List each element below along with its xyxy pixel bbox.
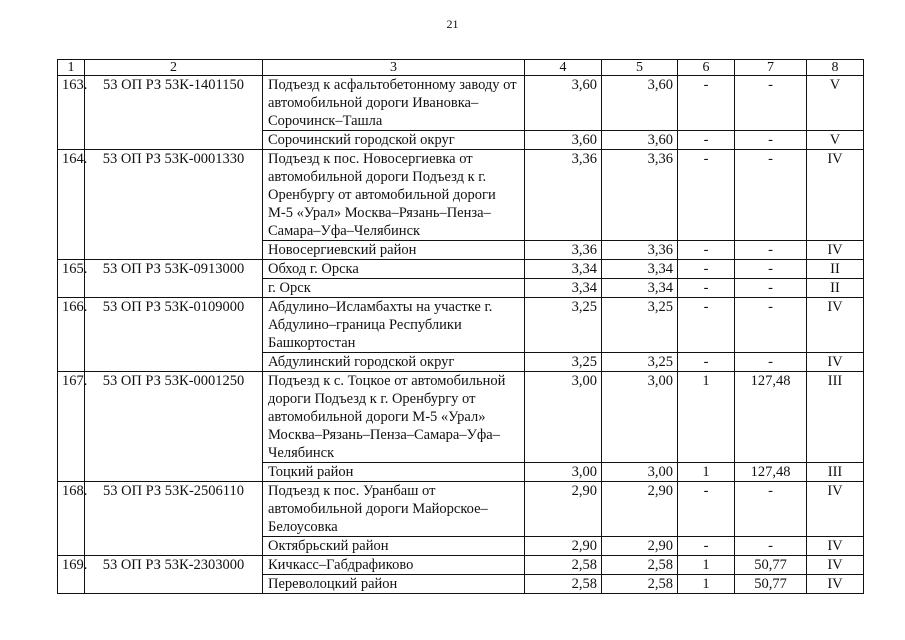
length-cell: 2,90 [525,482,602,537]
row-number-cell: 166. [58,298,85,372]
road-name-cell: Обход г. Орска [263,260,525,279]
table-row [58,260,864,279]
row-number-cell: 167. [58,372,85,482]
page-number: 21 [446,17,459,31]
road-group [58,372,864,482]
length-cell: 3,36 [525,150,602,241]
length-cell: 2,90 [525,537,602,556]
length-cell: 3,25 [525,298,602,353]
header-cell-5: 5 [602,60,678,76]
category-cell: III [807,372,864,463]
length-cell: 3,36 [525,241,602,260]
bridges-length-cell: - [735,279,807,298]
bridges-count-cell: 1 [678,463,735,482]
road-name-cell: Октябрьский район [263,537,525,556]
table-row [58,76,864,131]
road-code-cell: 53 ОП РЗ 53К-1401150 [85,76,263,150]
category-cell: IV [807,575,864,594]
bridges-length-cell: - [735,241,807,260]
category-cell: V [807,131,864,150]
header-cell-7: 7 [735,60,807,76]
length-cell: 3,00 [525,372,602,463]
road-name-cell: Новосергиевский район [263,241,525,260]
row-number-cell: 168. [58,482,85,556]
header-cell-3: 3 [263,60,525,76]
length-total-cell: 2,90 [602,537,678,556]
table-header [58,60,864,76]
category-cell: IV [807,482,864,537]
length-total-cell: 2,58 [602,575,678,594]
bridges-length-cell: - [735,260,807,279]
length-total-cell: 3,00 [602,372,678,463]
length-total-cell: 2,90 [602,482,678,537]
length-cell: 3,60 [525,76,602,131]
category-cell: IV [807,556,864,575]
road-name-cell: г. Орск [263,279,525,298]
length-total-cell: 3,60 [602,131,678,150]
category-cell: IV [807,537,864,556]
road-name-cell: Подъезд к пос. Уранбаш от автомобильной дороги Майорское–Белоусовка [263,482,525,537]
row-number-cell: 165. [58,260,85,298]
length-total-cell: 3,00 [602,463,678,482]
bridges-length-cell: 127,48 [735,372,807,463]
table-row [58,556,864,575]
bridges-count-cell: - [678,279,735,298]
category-cell: V [807,76,864,131]
bridges-length-cell: 127,48 [735,463,807,482]
length-total-cell: 3,36 [602,150,678,241]
length-cell: 3,34 [525,279,602,298]
bridges-length-cell: - [735,76,807,131]
road-group [58,556,864,594]
bridges-count-cell: - [678,353,735,372]
road-code-cell: 53 ОП РЗ 53К-0001330 [85,150,263,260]
road-name-cell: Подъезд к пос. Новосергиевка от автомобильной дороги Подъезд к г. Оренбургу от автомобильной дороги М-5 «Урал» Москва–Рязань–Пенза–Самара–Уфа–Челябинск [263,150,525,241]
header-row [58,60,864,76]
road-code-cell: 53 ОП РЗ 53К-2506110 [85,482,263,556]
bridges-length-cell: - [735,537,807,556]
length-cell: 2,58 [525,556,602,575]
length-total-cell: 3,60 [602,76,678,131]
category-cell: IV [807,353,864,372]
category-cell: IV [807,150,864,241]
bridges-length-cell: - [735,298,807,353]
length-total-cell: 3,34 [602,260,678,279]
bridges-count-cell: - [678,150,735,241]
road-group [58,76,864,150]
header-cell-4: 4 [525,60,602,76]
bridges-count-cell: - [678,241,735,260]
road-group [58,482,864,556]
length-cell: 3,00 [525,463,602,482]
header-cell-6: 6 [678,60,735,76]
road-name-cell: Переволоцкий район [263,575,525,594]
bridges-count-cell: - [678,298,735,353]
length-cell: 3,60 [525,131,602,150]
bridges-count-cell: 1 [678,575,735,594]
header-cell-2: 2 [85,60,263,76]
bridges-count-cell: 1 [678,556,735,575]
road-group [58,260,864,298]
row-number-cell: 163. [58,76,85,150]
table-row [58,372,864,463]
table-row [58,150,864,241]
road-code-cell: 53 ОП РЗ 53К-0109000 [85,298,263,372]
bridges-length-cell: 50,77 [735,575,807,594]
road-name-cell: Абдулинский городской округ [263,353,525,372]
table-row [58,298,864,353]
length-total-cell: 3,36 [602,241,678,260]
length-cell: 3,25 [525,353,602,372]
category-cell: II [807,279,864,298]
bridges-count-cell: - [678,76,735,131]
length-total-cell: 2,58 [602,556,678,575]
road-name-cell: Абдулино–Исламбахты на участке г. Абдулино–граница Республики Башкортостан [263,298,525,353]
length-total-cell: 3,34 [602,279,678,298]
header-cell-8: 8 [807,60,864,76]
bridges-length-cell: 50,77 [735,556,807,575]
length-cell: 3,34 [525,260,602,279]
length-total-cell: 3,25 [602,298,678,353]
road-name-cell: Сорочинский городской округ [263,131,525,150]
header-cell-1: 1 [58,60,85,76]
length-cell: 2,58 [525,575,602,594]
roads-table [57,59,864,594]
bridges-length-cell: - [735,353,807,372]
bridges-length-cell: - [735,482,807,537]
road-code-cell: 53 ОП РЗ 53К-2303000 [85,556,263,594]
bridges-count-cell: - [678,482,735,537]
bridges-count-cell: - [678,260,735,279]
row-number-cell: 169. [58,556,85,594]
road-name-cell: Кичкасс–Габдрафиково [263,556,525,575]
road-code-cell: 53 ОП РЗ 53К-0001250 [85,372,263,482]
bridges-length-cell: - [735,150,807,241]
category-cell: IV [807,298,864,353]
length-total-cell: 3,25 [602,353,678,372]
category-cell: II [807,260,864,279]
road-group [58,150,864,260]
bridges-count-cell: - [678,131,735,150]
category-cell: III [807,463,864,482]
category-cell: IV [807,241,864,260]
road-group [58,298,864,372]
bridges-length-cell: - [735,131,807,150]
bridges-count-cell: - [678,537,735,556]
road-code-cell: 53 ОП РЗ 53К-0913000 [85,260,263,298]
road-name-cell: Подъезд к с. Тоцкое от автомобильной дороги Подъезд к г. Оренбургу от автомобильной дороги М-5 «Урал» Москва–Рязань–Пенза–Самара–Уфа–Челябинск [263,372,525,463]
table-row [58,482,864,537]
bridges-count-cell: 1 [678,372,735,463]
road-name-cell: Подъезд к асфальтобетонному заводу от автомобильной дороги Ивановка–Сорочинск–Ташла [263,76,525,131]
row-number-cell: 164. [58,150,85,260]
road-name-cell: Тоцкий район [263,463,525,482]
